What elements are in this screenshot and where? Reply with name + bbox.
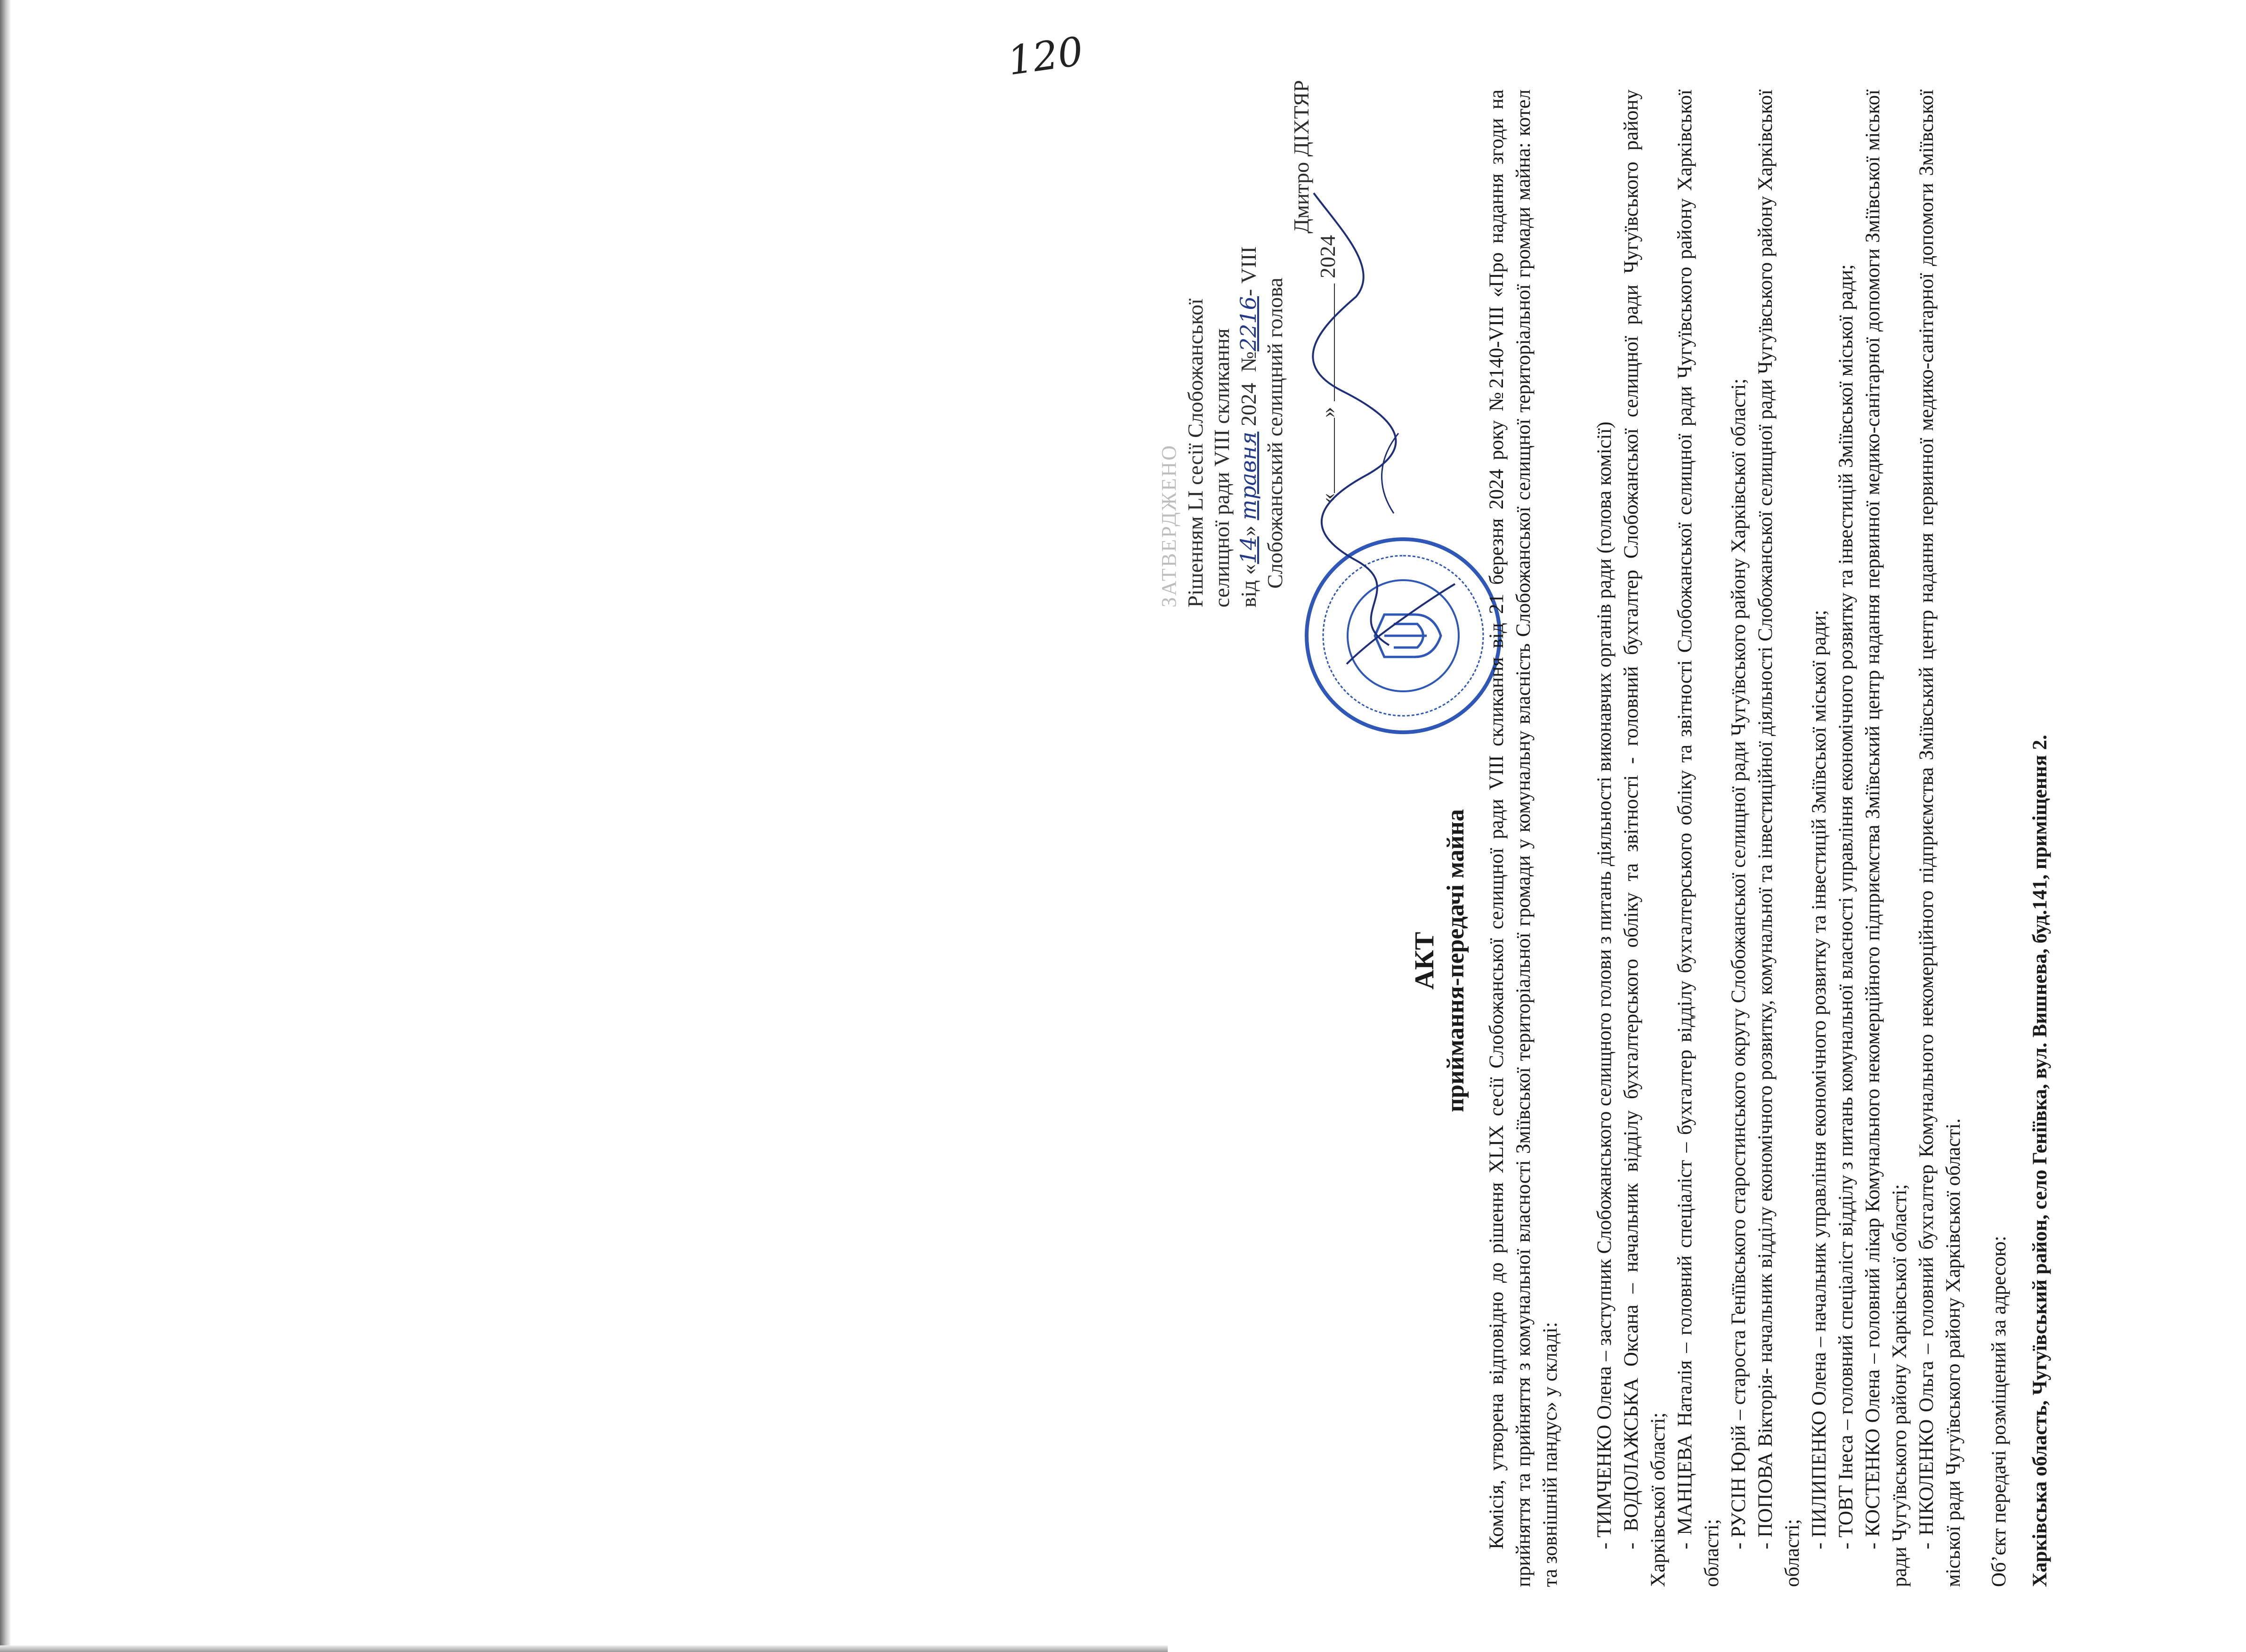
sign-date-year: 2024 <box>1316 235 1340 278</box>
property-address: Харківська область, Чугуївський район, село Геніївка, вул. Вишнева, буд.141, приміщення 2. <box>2029 735 2051 1587</box>
approval-line-1: Рішенням LI сесії Слобожанської <box>1183 298 1207 607</box>
approval-date-line <box>1235 66 1262 607</box>
scan-edge-left <box>0 0 10 1652</box>
page-number: 120 <box>1004 28 1086 84</box>
member-item: - КОСТЕНКО Олена – головний лікар Комунального некомерційного підприємства Зміївський центр надання первинної медико-санітарної допомоги Зміївської міської ради Чугуївського району Харківської області; <box>1862 89 1911 1587</box>
approval-number-value: 2216 <box>1236 296 1261 352</box>
approval-date-prefix: від « <box>1236 564 1260 607</box>
document-sheet <box>1144 47 2246 1620</box>
approval-date-day: 14 <box>1236 536 1261 564</box>
member-item: - ТОВТ Інеса – головний спеціаліст відділу з питань комунальної власності управління економічного розвитку та інвестицій Зміївської міської ради; <box>1835 264 1857 1549</box>
approval-date-mid: » <box>1236 526 1260 537</box>
member-item: - ВОДОЛАЖСЬКА Оксана – начальник відділу бухгалтерського обліку та звітності - головний бухгалтер Слобожанської селищної ради Чугуївського району Харківської області; <box>1620 89 1669 1587</box>
member-item: - ПОПОВА Вікторія- начальник відділу економічного розвитку, комунальної та інвестиційної діяльності Слобожанської селищної ради Чугуївського району Харківської області; <box>1754 89 1803 1587</box>
approval-signer-name: Дмитро ДІХТЯР <box>1289 80 1313 234</box>
title-block <box>1408 301 1471 1620</box>
handwritten-signature <box>1285 184 1427 655</box>
intro-paragraph: Комісія, утворена відповідно до рішення XLIX сесії Слобожанської селищної ради VIII скликання від 21 березня 2024 року №2140-VIII «Про надання згоди на прийняття та прийняття з комунальної власності Зміївської територіальної громади у комунальну власність Слобожанської селищної територіальної громади майна: котел та зовнішній пандус» у складі: <box>1486 89 1561 1587</box>
address-label: Об’єкт передачі розміщений за адресою: <box>1988 1236 2010 1587</box>
approval-signer-role: Слобожанський селищний голова <box>1263 277 1287 589</box>
sign-date-open: « <box>1316 493 1340 504</box>
document-title: АКТ <box>1409 931 1439 990</box>
sign-date-close: » <box>1316 407 1340 418</box>
approval-line-2: селищної ради VIII скликання <box>1210 328 1234 607</box>
member-item: - РУСІН Юрій – староста Генїївського старостинського округу Слобожанської селищної ради Чугуївського району Харківської області; <box>1728 378 1750 1549</box>
member-item: - ПИЛИПЕНКО Олена – начальник управління економічного розвитку та інвестицій Зміївської міської ради; <box>1808 610 1830 1549</box>
approval-date-month: травня <box>1236 431 1261 520</box>
approval-header: ЗАТВЕРДЖЕНО <box>1157 444 1180 607</box>
document-subtitle: приймання-передачі майна <box>1442 809 1469 1112</box>
member-item: - МАНЦЕВА Наталія – головний спеціаліст – бухгалтер відділу бухгалтерського обліку та звітності Слобожанської селищної ради Чугуївського району Харківської області; <box>1674 89 1723 1587</box>
approval-date-year: 2024 <box>1236 383 1260 427</box>
approval-number-suffix: - VIII <box>1236 246 1260 297</box>
member-item: - ТИМЧЕНКО Олена – заступник Слобожанського селищного голови з питань діяльності виконавчих органів ради (голова комісії) <box>1593 421 1616 1549</box>
scan-edge-bottom <box>0 1645 1168 1652</box>
document-body <box>1483 89 2053 1587</box>
approval-number-prefix: № <box>1236 351 1260 373</box>
member-item: - НІКОЛЕНКО Ольга – головний бухгалтер Комунального некомерційного підприємства Зміївський центр надання первинної медико-санітарної допомоги Зміївської міської ради Чугуївського району Харківської області. <box>1915 89 1964 1587</box>
